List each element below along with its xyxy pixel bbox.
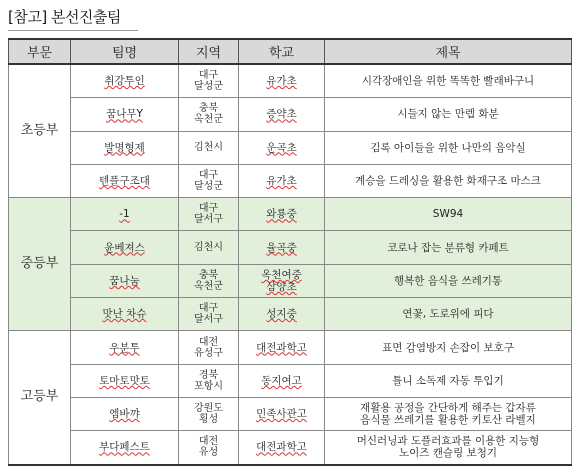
region-cell <box>179 198 239 231</box>
page-heading <box>8 6 121 27</box>
team-cell-text: 토마토맛토 <box>99 374 150 387</box>
region-cell-text: 충북 옥천군 <box>194 269 223 292</box>
title-cell-text: 김록 아이들을 위한 나만의 음악실 <box>370 141 526 154</box>
team-cell <box>71 231 179 264</box>
team-cell <box>71 298 179 331</box>
school-cell-text: 대전과학고 <box>256 341 307 354</box>
team-cell-text: 취강투인 <box>104 75 145 88</box>
table-row <box>9 364 572 397</box>
team-cell-text: 텐플구조대 <box>99 175 150 188</box>
team-cell <box>71 64 179 98</box>
school-cell <box>239 64 325 98</box>
col-region-header: 지역 <box>179 39 239 64</box>
region-cell <box>179 431 239 465</box>
region-cell <box>179 331 239 364</box>
school-cell-text: 대전과학고 <box>256 441 307 454</box>
table-body <box>9 64 572 465</box>
team-cell <box>71 397 179 430</box>
school-cell-text: 동지여고 <box>261 374 302 387</box>
title-cell <box>325 164 572 197</box>
title-cell-text: 코로나 잡는 분류형 카페트 <box>387 241 509 254</box>
region-cell-text: 대구 달성군 <box>194 170 223 193</box>
title-cell <box>325 264 572 297</box>
col-school-header: 학교 <box>239 39 325 64</box>
school-cell <box>239 164 325 197</box>
team-cell <box>71 98 179 131</box>
team-cell-text: 엠바꺄 <box>109 408 140 421</box>
title-cell <box>325 231 572 264</box>
title-cell <box>325 397 572 430</box>
team-cell <box>71 264 179 297</box>
team-cell-text: 부다페스트 <box>99 441 150 454</box>
title-cell-text: 틀니 소독제 자동 투입기 <box>392 374 504 387</box>
table-row <box>9 331 572 364</box>
school-cell <box>239 331 325 364</box>
school-cell-text: 민족사관고 <box>256 408 307 421</box>
region-cell <box>179 264 239 297</box>
heading-text: [참고] 본선진출팀 <box>8 8 121 26</box>
title-cell <box>325 98 572 131</box>
table-row <box>9 231 572 264</box>
title-cell-text: 표면 감염방지 손잡이 보호구 <box>382 341 514 354</box>
school-cell <box>239 131 325 164</box>
school-cell-text: 유가초 <box>266 75 297 88</box>
division-cell: 초등부 <box>9 64 71 198</box>
team-cell <box>71 164 179 197</box>
team-cell <box>71 198 179 231</box>
col-team-header: 팀명 <box>71 39 179 64</box>
team-cell-text: 윤베져스 <box>104 241 145 254</box>
region-cell-text: 대구 달서구 <box>194 203 223 226</box>
region-cell-text: 충북 옥천군 <box>194 103 223 126</box>
table-row <box>9 431 572 465</box>
region-cell-text: 김천시 <box>194 242 223 254</box>
team-cell-text: 맛난 차슈 <box>102 308 147 321</box>
title-cell-text: 시들지 않는 만렙 화분 <box>397 108 499 121</box>
region-cell-text: 대전 유성구 <box>194 336 223 359</box>
region-cell-text: 경북 포항시 <box>194 369 223 392</box>
header-row <box>9 39 572 64</box>
school-cell-text: 운곡초 <box>266 141 297 154</box>
team-cell <box>71 364 179 397</box>
school-cell-text: 와룡중 <box>266 208 297 221</box>
region-cell <box>179 64 239 98</box>
school-cell-text: 성지중 <box>266 308 297 321</box>
school-cell <box>239 264 325 297</box>
title-cell-text: SW94 <box>432 208 464 221</box>
table-row <box>9 397 572 430</box>
region-cell-text: 강원도 횡성 <box>194 403 223 426</box>
title-cell <box>325 64 572 98</box>
title-cell <box>325 331 572 364</box>
division-cell: 고등부 <box>9 331 71 465</box>
school-cell <box>239 298 325 331</box>
table-row <box>9 64 572 98</box>
region-cell-text: 대구 달서구 <box>194 303 223 326</box>
title-cell <box>325 198 572 231</box>
team-cell-text: 꿈나무Y <box>106 108 143 121</box>
table-row <box>9 298 572 331</box>
team-cell <box>71 331 179 364</box>
region-cell <box>179 364 239 397</box>
team-cell <box>71 131 179 164</box>
team-cell <box>71 431 179 465</box>
title-cell-text: 연꽃, 도로위에 피다 <box>402 308 494 321</box>
title-cell-text: 머신러닝과 도플러효과를 이용한 지능형 노이즈 캔슬링 보청기 <box>356 435 540 460</box>
region-cell <box>179 231 239 264</box>
table-row <box>9 164 572 197</box>
school-cell <box>239 198 325 231</box>
region-cell <box>179 397 239 430</box>
table-row <box>9 98 572 131</box>
heading-underline <box>8 30 138 31</box>
finalist-table <box>8 38 572 466</box>
school-cell-text: 율곡중 <box>266 241 297 254</box>
table-row <box>9 264 572 297</box>
region-cell <box>179 164 239 197</box>
table-row <box>9 131 572 164</box>
table-row <box>9 198 572 231</box>
school-cell <box>239 98 325 131</box>
col-title-header: 제목 <box>325 39 572 64</box>
team-cell-text: 우분투 <box>109 341 140 354</box>
school-cell <box>239 231 325 264</box>
title-cell <box>325 131 572 164</box>
title-cell-text: 행복한 음식을 쓰레기통 <box>393 274 503 287</box>
school-cell <box>239 397 325 430</box>
school-cell-text: 유가초 <box>266 175 297 188</box>
title-cell-text: 재활용 공정을 간단하게 해주는 갑자류 음식물 쓰레기를 활용한 키토산 라벨지 <box>360 402 536 427</box>
school-cell <box>239 431 325 465</box>
team-cell-text: 발명형제 <box>104 141 145 154</box>
title-cell <box>325 298 572 331</box>
region-cell <box>179 98 239 131</box>
region-cell <box>179 298 239 331</box>
region-cell-text: 대구 달성군 <box>194 70 223 93</box>
region-cell-text: 대전 유성 <box>198 436 219 459</box>
col-division-header: 부문 <box>9 39 71 64</box>
team-cell-text: 꿈나눔 <box>109 274 140 287</box>
division-cell: 중등부 <box>9 198 71 331</box>
title-cell <box>325 431 572 465</box>
region-cell-text: 김천시 <box>194 142 223 154</box>
title-cell-text: 시각장애인을 위한 똑똑한 빨래바구니 <box>361 75 535 88</box>
school-cell-text: 증약초 <box>266 108 297 121</box>
region-cell <box>179 131 239 164</box>
team-cell-text: -1 <box>119 208 130 221</box>
title-cell-text: 계승을 드레싱을 활용한 화재구조 마스크 <box>355 175 541 188</box>
title-cell <box>325 364 572 397</box>
school-cell <box>239 364 325 397</box>
school-cell-text: 옥천여중 삼양초 <box>261 268 302 293</box>
